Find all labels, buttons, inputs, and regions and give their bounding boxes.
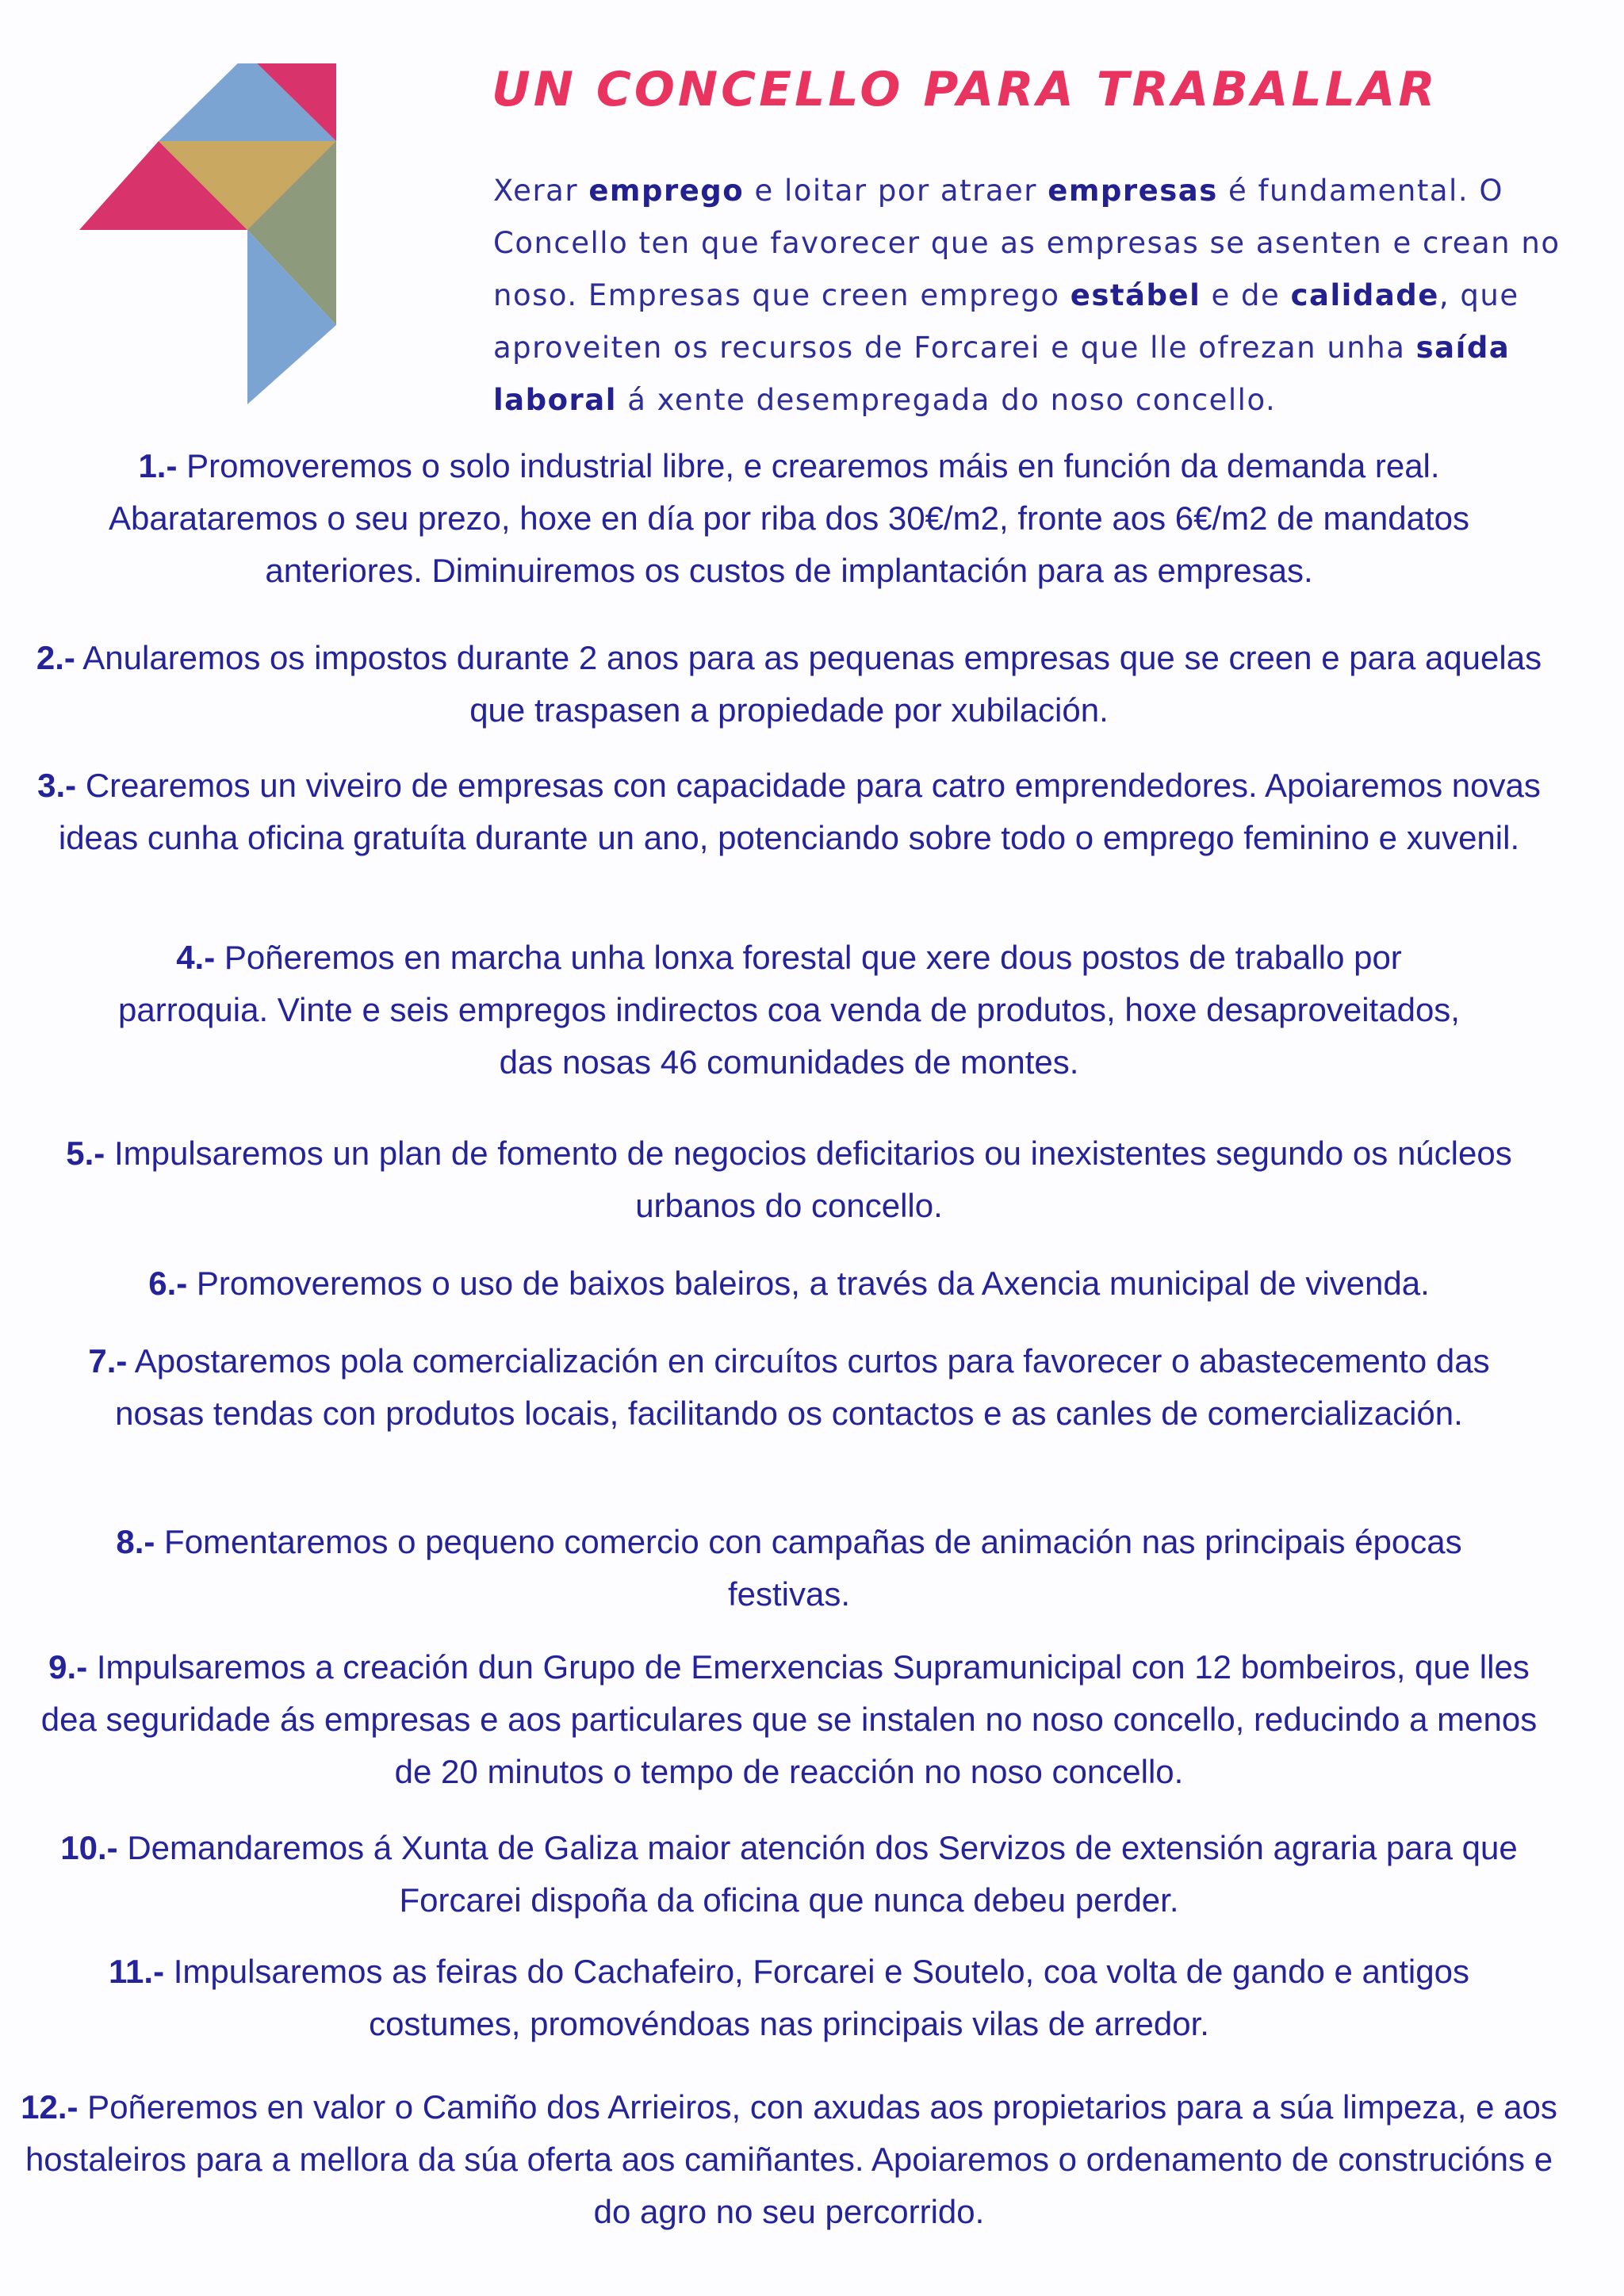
list-item-3: [16, 760, 1562, 864]
item-number: 2.-: [36, 639, 75, 676]
item-text: Apostaremos pola comercialización en circuítos curtos para favorecer o abastecemento das nosas tendas con produtos locais, facilitando os contactos e as canles de comercialización.: [115, 1342, 1490, 1432]
list-item-4: [16, 932, 1562, 1089]
list-item-7: [16, 1335, 1562, 1440]
intro-bold: empresas: [1048, 174, 1218, 208]
item-text: Promoveremos o uso de baixos baleiros, a través da Axencia municipal de vivenda.: [187, 1265, 1430, 1302]
intro-bold: emprego: [588, 174, 745, 208]
item-number: 5.-: [66, 1135, 105, 1172]
intro-paragraph: [493, 165, 1580, 427]
intro-text: é fundamental. O Concello ten que favorecer que as empresas se asenten e crean no noso. Empresas que creen emprego: [493, 174, 1561, 312]
item-text: Demandaremos á Xunta de Galiza maior atención dos Servizos de extensión agraria para que Forcarei dispoña da oficina que nunca debeu perder.: [117, 1829, 1518, 1919]
item-text: Fomentaremos o pequeno comercio con campañas de animación nas principais épocas festivas.: [155, 1523, 1462, 1613]
item-text: Impulsaremos un plan de fomento de negocios deficitarios ou inexistentes segundo os núcleos urbanos do concello.: [105, 1135, 1512, 1224]
tangram-bird-icon: [71, 63, 436, 428]
item-text: Promoveremos o solo industrial libre, e crearemos máis en función da demanda real. Abarataremos o seu prezo, hoxe en día por riba dos 30€/m2, fronte aos 6€/m2 de mandatos anteriores. Diminuiremos os custos de implantación para as empresas.: [108, 447, 1470, 589]
item-text: Poñeremos en valor o Camiño dos Arrieiros, con axudas aos propietarios para a súa limpeza, e aos hostaleiros para a mellora da súa oferta aos camiñantes. Apoiaremos o ordenamento de construcións e do agro no seu percorrido.: [25, 2088, 1557, 2230]
list-item-11: [16, 1946, 1562, 2050]
item-text: Impulsaremos a creación dun Grupo de Emerxencias Supramunicipal con 12 bombeiros, que lles dea seguridade ás empresas e aos particulares que se instalen no noso concello, reducindo a menos de 20 minutos o tempo de reacción no noso concello.: [40, 1648, 1538, 1790]
item-number: 6.-: [148, 1265, 188, 1302]
list-item-5: [16, 1127, 1562, 1232]
list-item-10: [16, 1822, 1562, 1927]
intro-bold: saída laboral: [493, 331, 1511, 417]
list-item-6: [16, 1257, 1562, 1310]
item-number: 7.-: [88, 1342, 128, 1380]
intro-bold: estábel: [1070, 278, 1201, 312]
intro-text: e de: [1201, 278, 1291, 312]
item-number: 8.-: [116, 1523, 155, 1560]
list-item-2: [16, 632, 1562, 737]
item-text: Crearemos un viveiro de empresas con capacidade para catro emprendedores. Apoiaremos novas ideas cunha oficina gratuíta durante un ano, potenciando sobre todo o emprego feminino e xuvenil.: [58, 767, 1541, 856]
intro-bold: calidade: [1290, 278, 1439, 312]
item-number: 10.-: [60, 1829, 118, 1866]
item-number: 12.-: [21, 2088, 79, 2126]
item-text: Impulsaremos as feiras do Cachafeiro, Forcarei e Soutelo, coa volta de gando e antigos costumes, promovéndoas nas principais vilas de arredor.: [164, 1953, 1469, 2042]
intro-text: , que aproveiten os recursos de Forcarei e que lle ofrezan unha: [493, 278, 1519, 365]
item-number: 3.-: [37, 767, 77, 804]
item-text: Anularemos os impostos durante 2 anos para as pequenas empresas que se creen e para aquelas que traspasen a propiedade por xubilación.: [75, 639, 1542, 729]
list-item-9: [16, 1641, 1562, 1798]
item-text: Poñeremos en marcha unha lonxa forestal que xere dous postos de traballo por parroquia. Vinte e seis empregos indirectos coa venda de produtos, hoxe desaproveitados, das nosas 46 comunidades de montes.: [118, 939, 1460, 1081]
list-item-1: [16, 440, 1562, 597]
item-number: 1.-: [138, 447, 178, 484]
intro-text: e loitar por atraer: [744, 174, 1048, 208]
list-item-8: [16, 1516, 1562, 1621]
intro-text: Xerar: [493, 174, 589, 208]
intro-text: á xente desempregada do noso concello.: [616, 383, 1277, 417]
list-item-12: [16, 2081, 1562, 2238]
item-number: 9.-: [48, 1648, 88, 1686]
item-number: 11.-: [109, 1953, 165, 1990]
item-number: 4.-: [176, 939, 216, 976]
page-title: UN CONCELLO PARA TRABALLAR: [492, 62, 1438, 117]
